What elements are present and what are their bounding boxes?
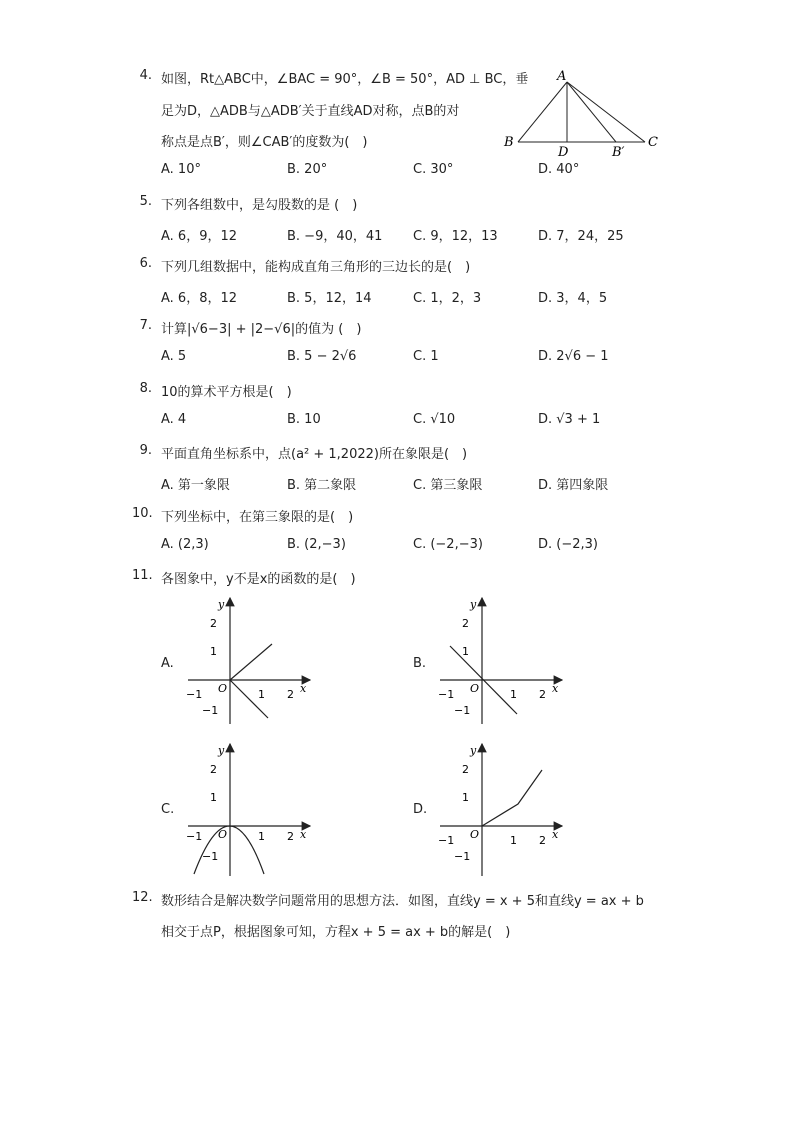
graph-c-x-label: x	[300, 828, 307, 841]
q5-option-b[interactable]: B. −9，40，41	[287, 229, 383, 244]
graph-d-tick-x1: 1	[510, 834, 517, 847]
graph-c-tick-y2: 2	[210, 763, 217, 776]
graph-b	[432, 592, 572, 732]
q4-option-c[interactable]: C. 30°	[413, 162, 454, 177]
q5-line-1: 下列各组数中，是勾股数的是 ( )	[161, 198, 358, 213]
graph-d-y-label: y	[470, 744, 477, 757]
q8-option-d[interactable]: D. √3 + 1	[538, 412, 601, 427]
graph-c-origin-label: O	[218, 828, 228, 841]
graph-a-origin-label: O	[218, 682, 228, 695]
q10-number: 10.	[132, 506, 153, 521]
graph-b-tick-x2: 2	[539, 688, 546, 701]
graph-c-y-label: y	[218, 744, 225, 757]
graph-b-tick-x1: 1	[510, 688, 517, 701]
q9-line-1: 平面直角坐标系中，点(a² + 1,2022)所在象限是( )	[161, 447, 468, 462]
point-b-prime-label: B′	[612, 145, 625, 160]
graph-b-tick-y1: 1	[462, 645, 469, 658]
q10-option-b[interactable]: B. (2,−3)	[287, 537, 346, 552]
q7-option-b[interactable]: B. 5 − 2√6	[287, 349, 357, 364]
graph-d-x-label: x	[552, 828, 559, 841]
q4-number: 4.	[139, 68, 152, 83]
q11-option-c[interactable]: C.	[161, 802, 175, 817]
q10-line-1: 下列坐标中，在第三象限的是( )	[161, 510, 354, 525]
q6-option-c[interactable]: C. 1，2，3	[413, 291, 482, 306]
q4-option-b[interactable]: B. 20°	[287, 162, 328, 177]
q9-option-c[interactable]: C. 第三象限	[413, 478, 483, 493]
q8-line-1: 10的算术平方根是( )	[161, 385, 292, 400]
q10-option-a[interactable]: A. (2,3)	[161, 537, 209, 552]
q8-option-a[interactable]: A. 4	[161, 412, 187, 427]
q4-line-2: 足为D，△ADB与△ADB′关于直线AD对称，点B的对	[161, 104, 460, 119]
graph-a-tick-x2: 2	[287, 688, 294, 701]
q9-option-a[interactable]: A. 第一象限	[161, 478, 230, 493]
q5-option-d[interactable]: D. 7，24，25	[538, 229, 624, 244]
q6-line-1: 下列几组数据中，能构成直角三角形的三边长的是( )	[161, 260, 471, 275]
graph-c-tick-y1: 1	[210, 791, 217, 804]
graph-c	[180, 738, 320, 878]
q7-number: 7.	[139, 318, 152, 333]
graph-b-tick-y2: 2	[462, 617, 469, 630]
graph-a-x-label: x	[300, 682, 307, 695]
q8-option-c[interactable]: C. √10	[413, 412, 456, 427]
graph-c-tick-xneg1: −1	[186, 830, 203, 843]
graph-a-tick-yneg1: −1	[202, 704, 219, 717]
graph-a	[180, 592, 320, 732]
q7-option-c[interactable]: C. 1	[413, 349, 439, 364]
graph-d	[432, 738, 572, 878]
q9-option-b[interactable]: B. 第二象限	[287, 478, 357, 493]
q4-option-a[interactable]: A. 10°	[161, 162, 201, 177]
q4-line-3: 称点是点B′，则∠CAB′的度数为( )	[161, 135, 368, 150]
graph-a-y-label: y	[218, 598, 225, 611]
q11-number: 11.	[132, 568, 153, 583]
vertex-b-label: B	[504, 135, 514, 150]
q11-option-a[interactable]: A.	[161, 656, 174, 671]
q5-number: 5.	[139, 194, 152, 209]
q5-option-a[interactable]: A. 6，9，12	[161, 229, 238, 244]
q10-option-d[interactable]: D. (−2,3)	[538, 537, 598, 552]
graph-d-tick-y2: 2	[462, 763, 469, 776]
graph-d-origin-label: O	[470, 828, 480, 841]
graph-d-tick-yneg1: −1	[454, 850, 471, 863]
q7-line-1: 计算|√6−3| + |2−√6|的值为 ( )	[161, 322, 362, 337]
q6-number: 6.	[139, 256, 152, 271]
q11-option-b[interactable]: B.	[413, 656, 427, 671]
q12-line-1: 数形结合是解决数学问题常用的思想方法．如图，直线y = x + 5和直线y = ax + b	[161, 894, 644, 909]
q8-option-b[interactable]: B. 10	[287, 412, 321, 427]
vertex-c-label: C	[648, 135, 658, 150]
q7-option-a[interactable]: A. 5	[161, 349, 187, 364]
q9-option-d[interactable]: D. 第四象限	[538, 478, 609, 493]
graph-a-tick-xneg1: −1	[186, 688, 203, 701]
graph-c-tick-x2: 2	[287, 830, 294, 843]
q6-option-d[interactable]: D. 3，4，5	[538, 291, 608, 306]
q12-number: 12.	[132, 890, 153, 905]
q4-option-d[interactable]: D. 40°	[538, 162, 580, 177]
point-d-label: D	[558, 145, 569, 160]
triangle-figure	[500, 66, 665, 161]
q8-number: 8.	[139, 381, 152, 396]
q12-line-2: 相交于点P，根据图象可知，方程x + 5 = ax + b的解是( )	[161, 925, 511, 940]
q9-number: 9.	[139, 443, 152, 458]
q5-option-c[interactable]: C. 9，12，13	[413, 229, 498, 244]
graph-a-tick-y1: 1	[210, 645, 217, 658]
graph-b-x-label: x	[552, 682, 559, 695]
q4-line-1: 如图，Rt△ABC中，∠BAC = 90°，∠B = 50°，AD ⊥ BC，垂	[161, 72, 529, 87]
graph-b-tick-xneg1: −1	[438, 688, 455, 701]
graph-b-origin-label: O	[470, 682, 480, 695]
graph-a-tick-y2: 2	[210, 617, 217, 630]
graph-b-y-label: y	[470, 598, 477, 611]
q10-option-c[interactable]: C. (−2,−3)	[413, 537, 483, 552]
vertex-a-label: A	[557, 69, 567, 84]
q11-line-1: 各图象中，y不是x的函数的是( )	[161, 572, 356, 587]
graph-a-tick-x1: 1	[258, 688, 265, 701]
graph-c-tick-yneg1: −1	[202, 850, 219, 863]
graph-b-tick-yneg1: −1	[454, 704, 471, 717]
q6-option-b[interactable]: B. 5，12，14	[287, 291, 372, 306]
q6-option-a[interactable]: A. 6，8，12	[161, 291, 238, 306]
q11-option-d[interactable]: D.	[413, 802, 428, 817]
graph-d-tick-x2: 2	[539, 834, 546, 847]
q7-option-d[interactable]: D. 2√6 − 1	[538, 349, 609, 364]
graph-d-tick-y1: 1	[462, 791, 469, 804]
graph-d-tick-xneg1: −1	[438, 834, 455, 847]
graph-c-tick-x1: 1	[258, 830, 265, 843]
